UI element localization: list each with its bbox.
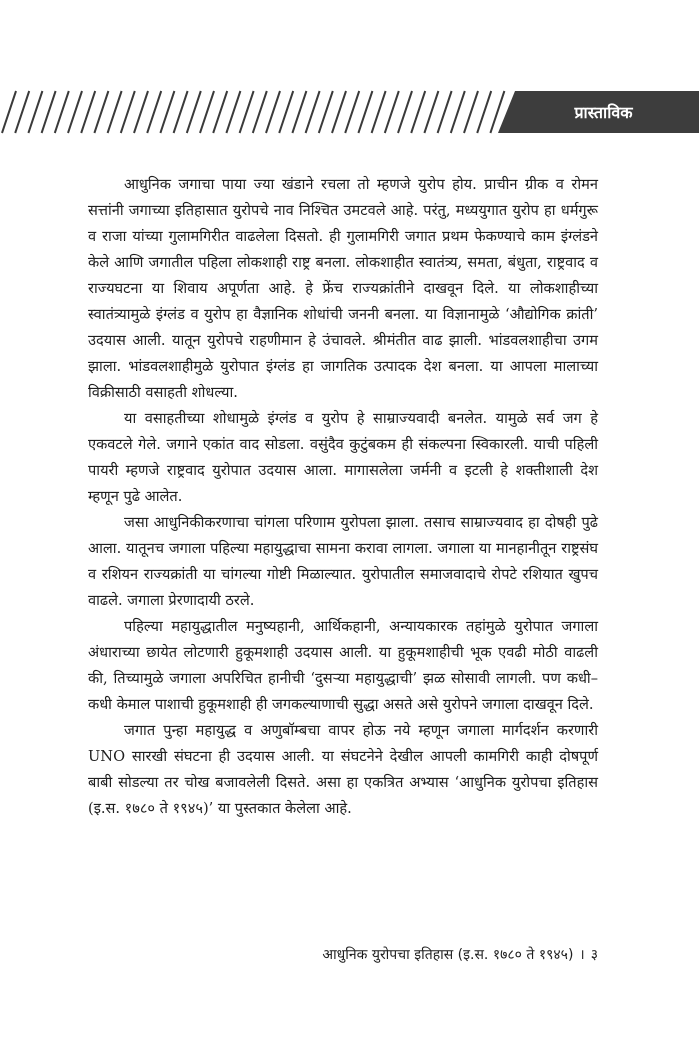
stripe-line xyxy=(160,91,174,133)
stripe-line xyxy=(81,91,95,133)
stripe-line xyxy=(319,91,333,133)
stripe-line xyxy=(187,91,201,133)
paragraph: जगात पुन्हा महायुद्ध व अणुबॉम्बचा वापर होऊ नये म्हणून जगाला मार्गदर्शन करणारी UNO सारखी संघटना ही उदयास आली. या संघटनेने देखील आपली कामगिरी काही दोषपूर्ण बाबी सोडल्या तर चोख बजावलेली दिसते. असा हा एकत्रित अभ्यास ‘आधुनिक युरोपचा इतिहास (इ.स. १७८० ते १९४५)’ या पुस्तकात केलेला आहे. xyxy=(88,722,598,817)
stripe-line xyxy=(108,91,122,133)
page-number: ३ xyxy=(590,947,598,963)
stripe-line xyxy=(147,91,161,133)
stripe-line xyxy=(15,91,29,133)
footer-separator: । xyxy=(579,947,585,963)
stripe-line xyxy=(398,91,412,133)
stripe-line xyxy=(28,91,42,133)
stripe-line xyxy=(213,91,227,133)
stripe-line xyxy=(385,91,399,133)
stripe-line xyxy=(266,91,280,133)
section-label: प्रास्ताविक xyxy=(574,103,633,122)
stripe-line xyxy=(174,91,188,133)
stripe-line xyxy=(68,91,82,133)
page-footer xyxy=(322,945,598,964)
paragraph: आधुनिक जगाचा पाया ज्या खंडाने रचला तो म्हणजे युरोप होय. प्राचीन ग्रीक व रोमन सत्तांनी जगाच्या इतिहासात युरोपचे नाव निश्चित उमटवले आहे. परंतु, मध्ययुगात युरोप हा धर्मगुरू व राजा यांच्या गुलामगिरीत वाढलेला दिसतो. ही गुलामगिरी जगात प्रथम फेकण्याचे काम इंग्लंडने केले आणि जगातील पहिला लोकशाही राष्ट्र बनला. लोकशाहीत स्वातंत्र्य, समता, बंधुता, राष्ट्रवाद व राज्यघटना या शिवाय अपूर्णता आहे. हे फ्रेंच राज्यक्रांतीने दाखवून दिले. या लोकशाहीच्या स्वातंत्र्यामुळे इंग्लंड व युरोप हा वैज्ञानिक शोधांची जननी बनला. या विज्ञानामुळे ‘औद्योगिक क्रांती’ उदयास आली. यातून युरोपचे राहणीमान हे उंचावले. श्रीमंतीत वाढ झाली. भांडवलशाहीचा उगम झाला. भांडवलशाहीमुळे युरोपात इंग्लंड हा जागतिक उत्पादक देश बनला. या आपला मालाच्या विक्रीसाठी वसाहती शोधल्या. xyxy=(88,176,598,401)
stripe-line xyxy=(451,91,465,133)
stripe-line xyxy=(279,91,293,133)
diagonal-stripes xyxy=(2,91,504,133)
stripe-line xyxy=(306,91,320,133)
paragraph: पहिल्या महायुद्धातील मनुष्यहानी, आर्थिकहानी, अन्यायकारक तहांमुळे युरोपात जगाला अंधाराच्या छायेत लोटणारी हुकूमशाही उदयास आली. या हुकूमशाहीची भूक एवढी मोठी वाढली की, तिच्यामुळे जगाला अपरिचित हानीची ‘दुसऱ्या महायुद्धाची’ झळ सोसावी लागली. पण कधी–कधी केमाल पाशाची हुकूमशाही ही जगकल्याणाची सुद्धा असते असे युरोपने जगाला दाखवून दिले. xyxy=(88,618,598,713)
stripe-line xyxy=(424,91,438,133)
footer-book-title: आधुनिक युरोपचा इतिहास (इ.स. १७८० ते १९४५) xyxy=(322,947,574,963)
stripe-line xyxy=(240,91,254,133)
stripe-line xyxy=(438,91,452,133)
stripe-line xyxy=(372,91,386,133)
body-text xyxy=(88,172,598,822)
stripe-line xyxy=(200,91,214,133)
stripe-line xyxy=(477,91,491,133)
stripe-line xyxy=(253,91,267,133)
stripe-line xyxy=(2,91,16,133)
stripe-line xyxy=(411,91,425,133)
paragraph: या वसाहतीच्या शोधामुळे इंग्लंड व युरोप हे साम्राज्यवादी बनलेत. यामुळे सर्व जग हे एकवटले गेले. जगाने एकांत वाद सोडला. वसुंदैव कुटुंबकम ही संकल्पना स्विकारली. याची पहिली पायरी म्हणजे राष्ट्रवाद युरोपात उदयास आला. मागासलेला जर्मनी व इटली हे शक्तीशाली देश म्हणून पुढे आलेत. xyxy=(88,410,598,505)
stripe-line xyxy=(42,91,56,133)
stripe-line xyxy=(134,91,148,133)
stripe-line xyxy=(55,91,69,133)
stripe-line xyxy=(345,91,359,133)
stripe-line xyxy=(292,91,306,133)
stripe-line xyxy=(226,91,240,133)
stripe-line xyxy=(358,91,372,133)
stripe-line xyxy=(94,91,108,133)
stripe-line xyxy=(121,91,135,133)
header-band xyxy=(0,0,699,140)
stripe-line xyxy=(464,91,478,133)
paragraph: जसा आधुनिकीकरणाचा चांगला परिणाम युरोपला झाला. तसाच साम्राज्यवाद हा दोषही पुढे आला. यातूनच जगाला पहिल्या महायुद्धाचा सामना करावा लागला. जगाला या मानहानीतून राष्ट्रसंघ व रशियन राज्यक्रांती या चांगल्या गोष्टी मिळाल्यात. युरोपातील समाजवादाचे रोपटे रशियात खुपच वाढले. जगाला प्रेरणादायी ठरले. xyxy=(88,514,598,609)
stripe-line xyxy=(332,91,346,133)
